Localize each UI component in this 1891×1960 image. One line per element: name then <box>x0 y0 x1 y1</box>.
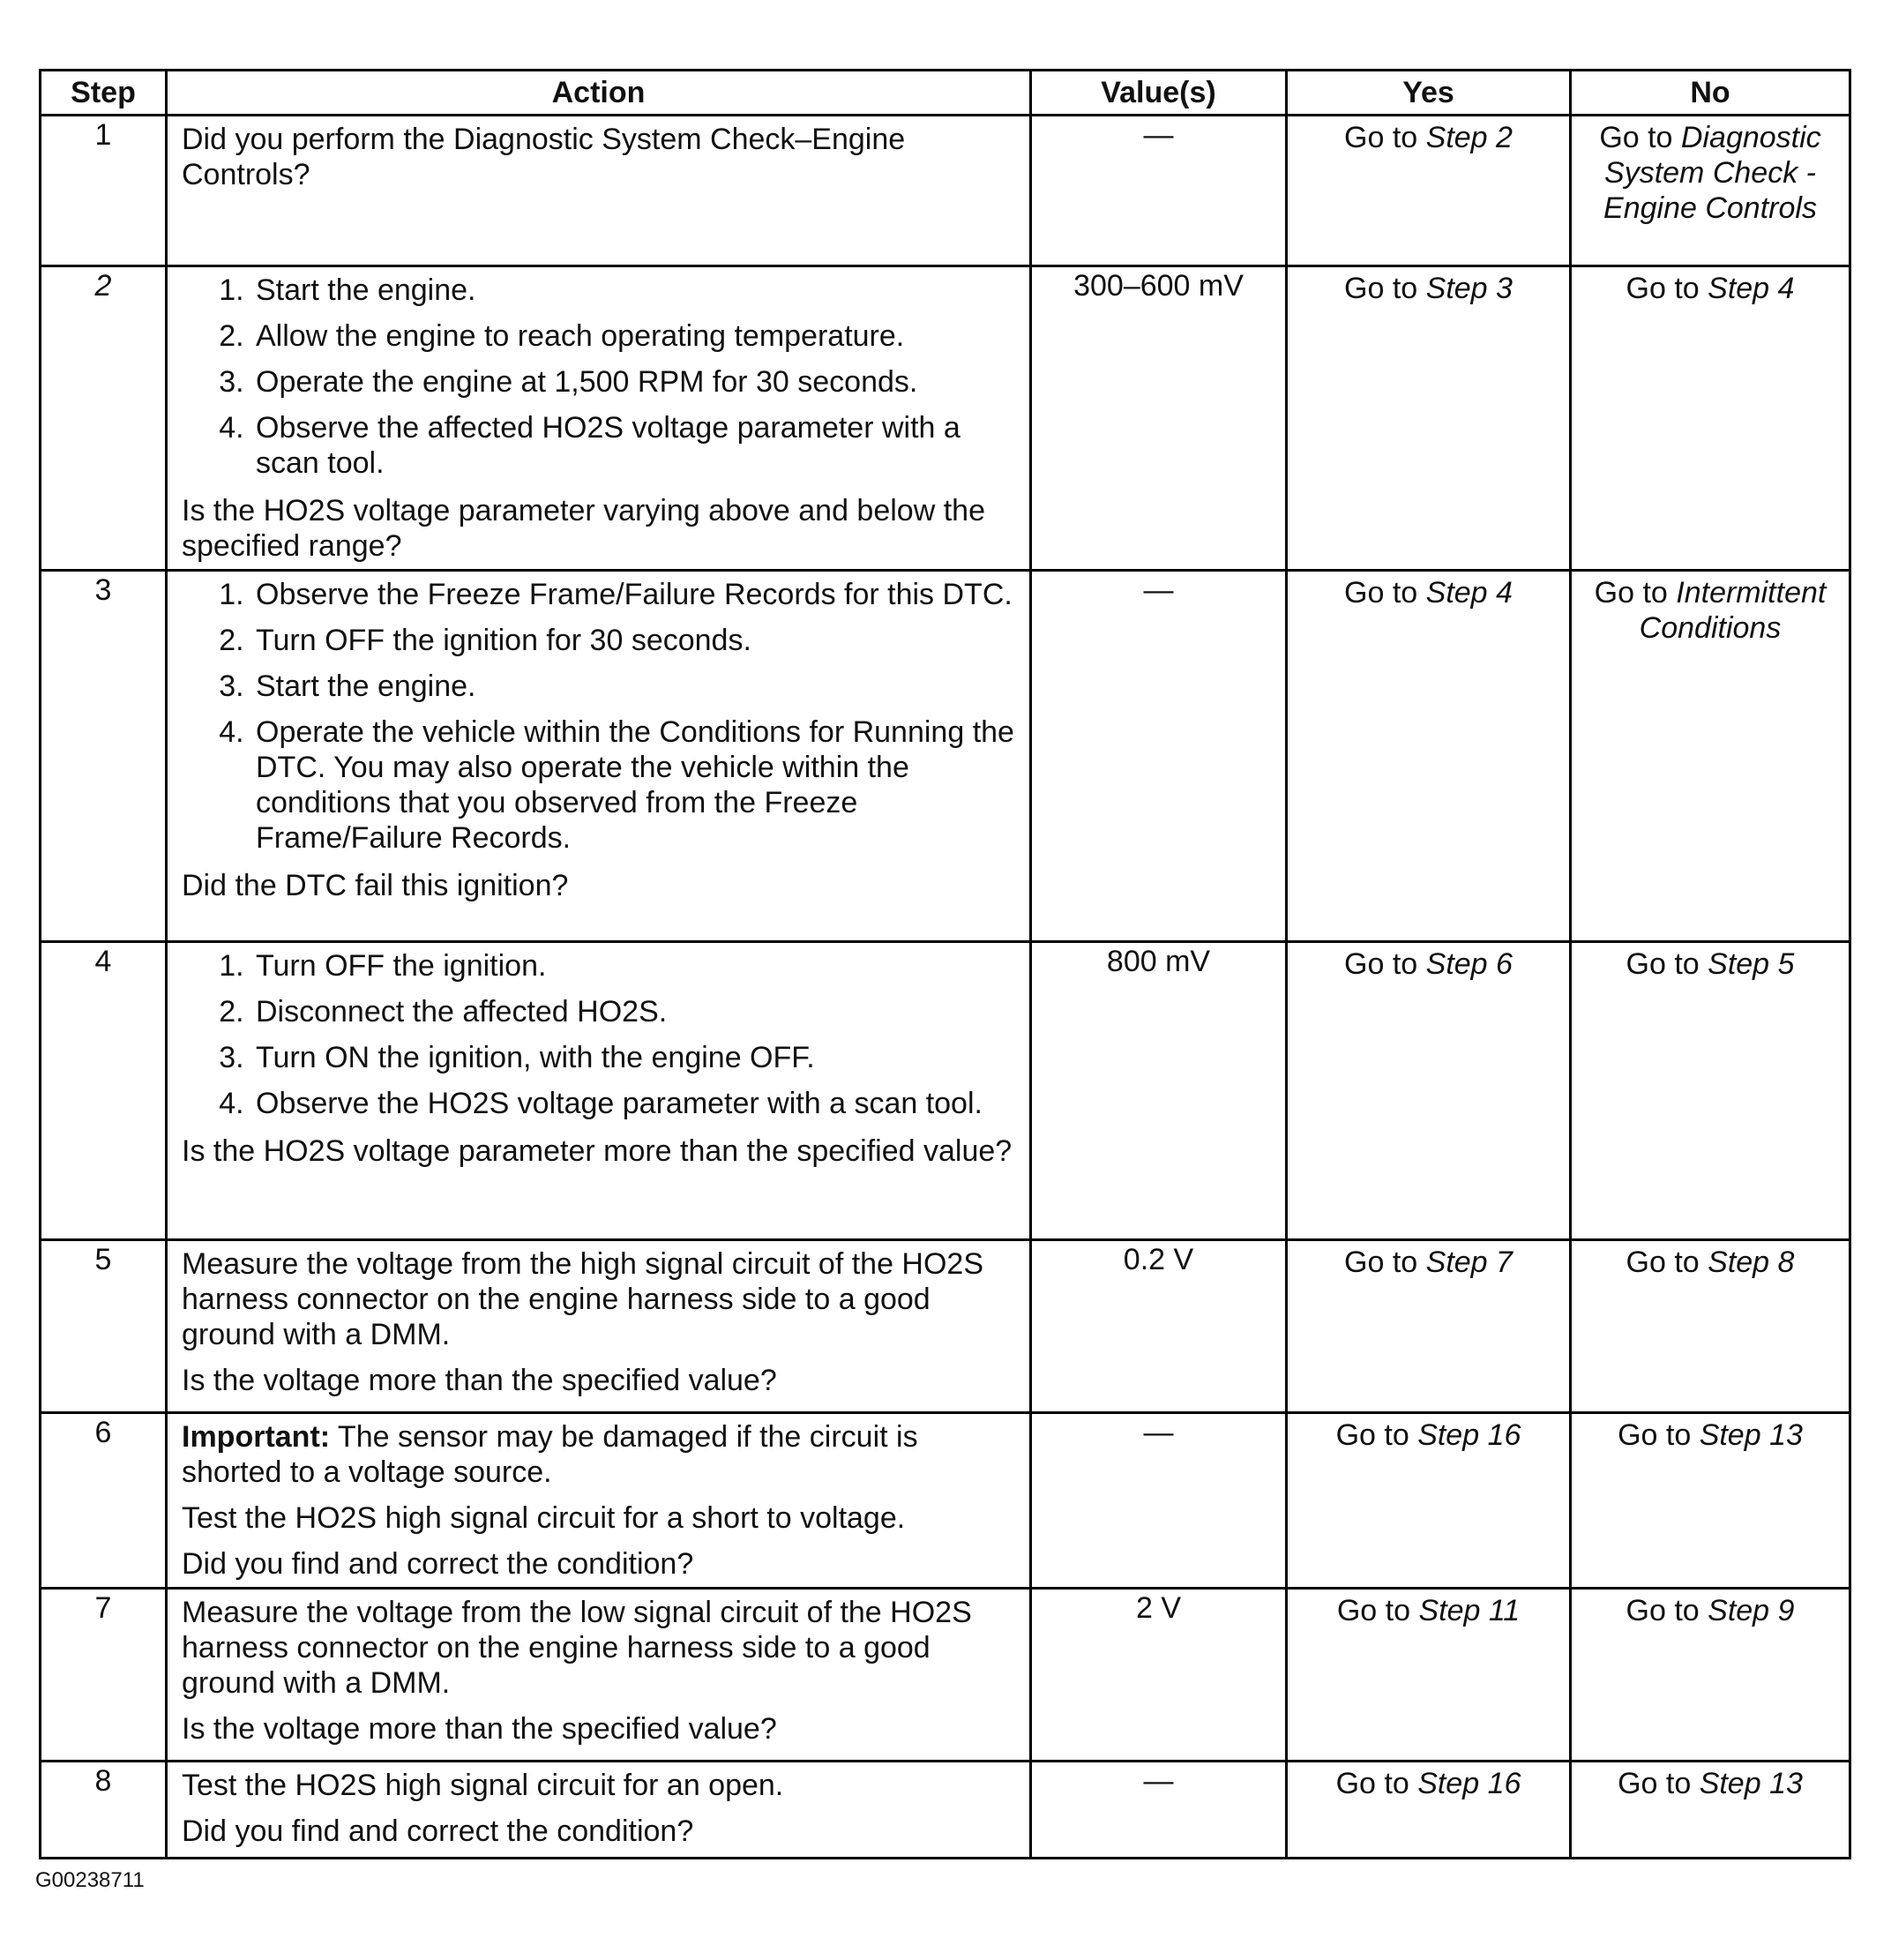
yes-link[interactable]: Step 16 <box>1417 1418 1521 1452</box>
action-cell <box>167 942 1031 1240</box>
table-row-step-5 <box>41 1240 1850 1413</box>
yes-link[interactable]: Step 3 <box>1425 272 1513 305</box>
diagnostic-table <box>39 69 1851 1859</box>
no-prefix: Go to <box>1626 947 1708 981</box>
yes-prefix: Go to <box>1344 1246 1426 1279</box>
action-step: 3. Turn ON the ignition, with the engine OFF. <box>252 1040 1015 1075</box>
action-step: 4. Observe the affected HO2S voltage parameter with a scan tool. <box>252 410 1015 481</box>
question-text: Is the HO2S voltage parameter varying above and below the specified range? <box>182 494 985 563</box>
header-yes: Yes <box>1287 71 1571 116</box>
action-step: 1. Turn OFF the ignition. <box>252 948 1015 984</box>
action-cell <box>167 1413 1031 1589</box>
no-cell <box>1571 1589 1850 1762</box>
action-text: Test the HO2S high signal circuit for a short to voltage. <box>182 1501 906 1535</box>
yes-cell <box>1287 116 1571 266</box>
header-step: Step <box>41 71 167 116</box>
action-cell <box>167 571 1031 942</box>
yes-prefix: Go to <box>1344 121 1426 154</box>
step-number: 3 <box>41 571 167 942</box>
header-action: Action <box>167 71 1031 116</box>
action-cell <box>167 1589 1031 1762</box>
action-text: Test the HO2S high signal circuit for an open. <box>182 1769 784 1802</box>
action-text: Did you perform the Diagnostic System Check–Engine Controls? <box>182 123 906 191</box>
no-prefix: Go to <box>1626 1246 1708 1279</box>
step-number: 6 <box>41 1413 167 1589</box>
step-number: 7 <box>41 1589 167 1762</box>
action-cell <box>167 116 1031 266</box>
no-cell <box>1571 1240 1850 1413</box>
yes-link[interactable]: Step 6 <box>1425 947 1513 981</box>
action-cell <box>167 1240 1031 1413</box>
important-text: The sensor may be damaged if the circuit is shorted to a voltage source. <box>182 1420 918 1489</box>
no-prefix: Go to <box>1594 576 1677 610</box>
question-text: Is the HO2S voltage parameter more than the specified value? <box>182 1134 1013 1168</box>
action-steps <box>182 948 1015 1121</box>
yes-prefix: Go to <box>1335 1418 1418 1452</box>
yes-cell <box>1287 1589 1571 1762</box>
table-row-step-4 <box>41 942 1850 1240</box>
value-cell: 800 mV <box>1031 942 1287 1240</box>
step-number: 5 <box>41 1240 167 1413</box>
step-number: 1 <box>41 116 167 266</box>
no-link[interactable]: Diagnostic System Check - Engine Controls <box>1603 121 1821 225</box>
yes-cell <box>1287 942 1571 1240</box>
question-text: Did you find and correct the condition? <box>182 1547 694 1581</box>
figure-id: G00238711 <box>35 1868 145 1892</box>
action-step: 2. Allow the engine to reach operating temperature. <box>252 318 1015 354</box>
no-prefix: Go to <box>1618 1418 1700 1452</box>
important-note <box>182 1419 1015 1490</box>
yes-prefix: Go to <box>1335 1767 1418 1800</box>
action-step: 2. Disconnect the affected HO2S. <box>252 994 1015 1029</box>
step-number: 4 <box>41 942 167 1240</box>
no-cell <box>1571 266 1850 571</box>
yes-cell <box>1287 266 1571 571</box>
yes-cell <box>1287 1762 1571 1859</box>
value-cell: 300–600 mV <box>1031 266 1287 571</box>
yes-link[interactable]: Step 4 <box>1425 576 1513 610</box>
step-number: 2 <box>41 266 167 571</box>
yes-prefix: Go to <box>1336 1594 1419 1627</box>
yes-prefix: Go to <box>1344 947 1426 981</box>
yes-link[interactable]: Step 16 <box>1417 1767 1521 1800</box>
table-row-step-1 <box>41 116 1850 266</box>
value-cell: — <box>1031 1762 1287 1859</box>
no-link[interactable]: Intermittent Conditions <box>1639 576 1827 645</box>
question-text: Is the voltage more than the specified value? <box>182 1712 777 1746</box>
no-prefix: Go to <box>1626 272 1708 305</box>
no-prefix: Go to <box>1626 1594 1708 1627</box>
action-cell <box>167 266 1031 571</box>
yes-link[interactable]: Step 7 <box>1425 1246 1513 1279</box>
question-text: Did you find and correct the condition? <box>182 1814 694 1848</box>
header-row <box>41 71 1850 116</box>
step-number: 8 <box>41 1762 167 1859</box>
no-prefix: Go to <box>1618 1767 1700 1800</box>
action-step: 4. Observe the HO2S voltage parameter with a scan tool. <box>252 1086 1015 1121</box>
action-steps <box>182 577 1015 856</box>
no-link[interactable]: Step 5 <box>1708 947 1795 981</box>
table-row-step-2 <box>41 266 1850 571</box>
header-values: Value(s) <box>1031 71 1287 116</box>
yes-link[interactable]: Step 2 <box>1425 121 1513 154</box>
no-cell <box>1571 1762 1850 1859</box>
yes-cell <box>1287 571 1571 942</box>
important-label: Important: <box>182 1420 331 1454</box>
value-cell: — <box>1031 1413 1287 1589</box>
value-cell: — <box>1031 571 1287 942</box>
table-row-step-3 <box>41 571 1850 942</box>
no-link[interactable]: Step 9 <box>1708 1594 1795 1627</box>
no-cell <box>1571 1413 1850 1589</box>
value-cell: — <box>1031 116 1287 266</box>
value-cell: 2 V <box>1031 1589 1287 1762</box>
no-cell <box>1571 116 1850 266</box>
table-row-step-6 <box>41 1413 1850 1589</box>
yes-cell <box>1287 1413 1571 1589</box>
no-link[interactable]: Step 8 <box>1708 1246 1795 1279</box>
action-step: 3. Start the engine. <box>252 669 1015 704</box>
action-step: 2. Turn OFF the ignition for 30 seconds. <box>252 623 1015 658</box>
no-link[interactable]: Step 4 <box>1708 272 1795 305</box>
question-text: Is the voltage more than the specified value? <box>182 1364 777 1397</box>
question-text: Did the DTC fail this ignition? <box>182 869 569 902</box>
action-step: 4. Operate the vehicle within the Conditions for Running the DTC. You may also operate the vehicle within the conditions that you observed from the Freeze Frame/Failure Records. <box>252 714 1015 856</box>
no-cell <box>1571 942 1850 1240</box>
no-cell <box>1571 571 1850 942</box>
yes-link[interactable]: Step 11 <box>1418 1594 1521 1627</box>
table-row-step-7 <box>41 1589 1850 1762</box>
yes-prefix: Go to <box>1344 576 1426 610</box>
action-step: 1. Start the engine. <box>252 273 1015 308</box>
no-link[interactable]: Step 13 <box>1699 1418 1803 1452</box>
no-link[interactable]: Step 13 <box>1699 1767 1803 1800</box>
yes-cell <box>1287 1240 1571 1413</box>
action-cell <box>167 1762 1031 1859</box>
value-cell: 0.2 V <box>1031 1240 1287 1413</box>
action-steps <box>182 273 1015 481</box>
yes-prefix: Go to <box>1344 272 1426 305</box>
header-no: No <box>1571 71 1850 116</box>
action-text: Measure the voltage from the high signal circuit of the HO2S harness connector on the engine harness side to a good ground with a DMM. <box>182 1247 984 1351</box>
action-text: Measure the voltage from the low signal circuit of the HO2S harness connector on the engine harness side to a good ground with a DMM. <box>182 1596 972 1700</box>
no-prefix: Go to <box>1599 121 1681 154</box>
action-step: 3. Operate the engine at 1,500 RPM for 30 seconds. <box>252 364 1015 400</box>
table-row-step-8 <box>41 1762 1850 1859</box>
action-step: 1. Observe the Freeze Frame/Failure Records for this DTC. <box>252 577 1015 612</box>
